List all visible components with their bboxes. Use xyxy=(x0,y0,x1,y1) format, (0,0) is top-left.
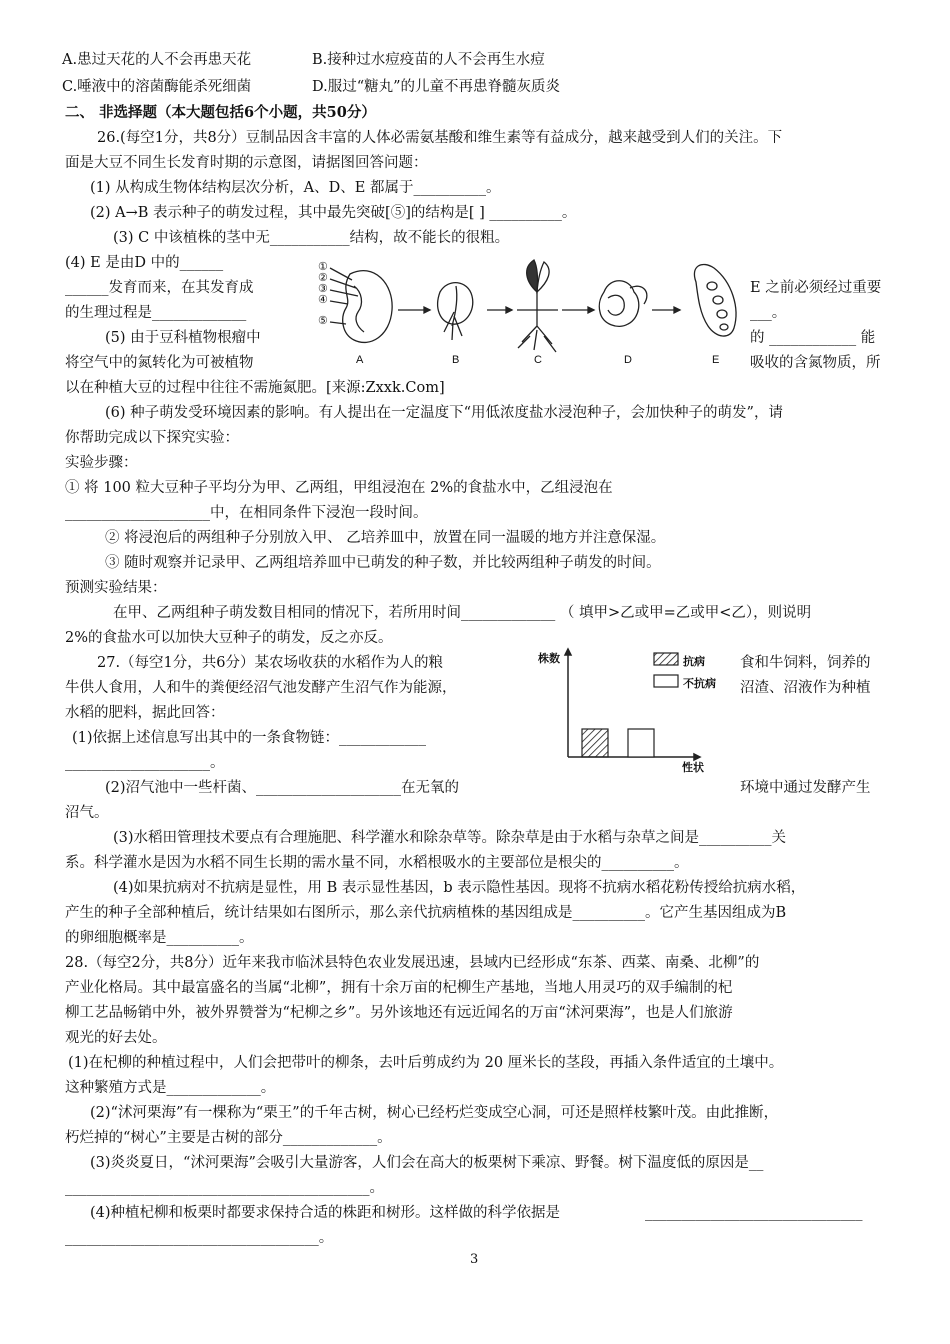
q26-sub3: (3) C 中该植株的茎中无___________结构，故不能长的很粗。 xyxy=(113,230,510,246)
soybean-growth-figure xyxy=(312,252,742,372)
legend-label-susceptible: 不抗病 xyxy=(683,678,716,690)
q27-sub2-line1: (2)沼气池中一些杆菌、____________________在无氧的 xyxy=(105,780,460,796)
trait-bar-chart xyxy=(530,645,730,780)
steps-heading: 实验步骤： xyxy=(65,455,138,471)
stage-label-c: C xyxy=(534,354,542,366)
q28-sub1-line1: (1)在杞柳的种植过程中，人们会把带叶的柳条，去叶后剪成约为 20 厘米长的茎段，再插入条件适宜的土壤中。 xyxy=(68,1055,784,1071)
option-b: B.接种过水痘疫苗的人不会再生水痘 xyxy=(312,52,545,68)
q26-sub4-line1: (4) E 是由D 中的______ xyxy=(65,255,224,271)
prediction-heading: 预测实验结果： xyxy=(65,580,167,596)
seed-part-label-5: ⑤ xyxy=(318,315,328,327)
q26-sub5-right2: 吸收的含氮物质，所 xyxy=(750,355,881,371)
q27-sub2-line2: 沼气。 xyxy=(65,805,109,821)
q27-sub4-line2: 产生的种子全部种植后，统计结果如右图所示，那么亲代抗病植株的基因组成是__________。它产生基因组成为B xyxy=(65,905,787,921)
option-c: C.唾液中的溶菌酶能杀死细菌 xyxy=(62,79,252,95)
q27-sub2-right: 环境中通过发酵产生 xyxy=(740,780,871,796)
q26-sub4-line2: ______发育而来，在其发育成 xyxy=(65,280,254,296)
q28-sub3-line1: (3)炎炎夏日，“沭河栗海”会吸引大量游客，人们会在高大的板栗树下乘凉、野餐。树下温度低的原因是__ xyxy=(90,1155,764,1171)
legend-label-resistant: 抗病 xyxy=(683,656,705,668)
q26-intro-line1: 26.(每空1分，共8分）豆制品因含丰富的人体必需氨基酸和维生素等有益成分，越来越受到人们的关注。下 xyxy=(97,130,783,146)
q28-intro-line1: 28.（每空2分，共8分）近年来我市临沭县特色农业发展迅速，县域内已经形成“东茶、西菜、南桑、北柳”的 xyxy=(65,955,760,971)
stage-label-d: D xyxy=(624,354,632,366)
q27-sub4-line3: 的卵细胞概率是__________。 xyxy=(65,930,254,946)
q27-sub1-line1: (1)依据上述信息写出其中的一条食物链：____________ xyxy=(72,730,427,746)
page-number: 3 xyxy=(470,1252,479,1267)
q28-sub4-line2: ___________________________________。 xyxy=(65,1230,334,1246)
q27-sub1-line2: ____________________。 xyxy=(65,755,225,771)
q27-sub3-line1: (3)水稻田管理技术要点有合理施肥、科学灌水和除杂草等。除杂草是由于水稻与杂草之间是__________关 xyxy=(113,830,787,846)
section-heading: 二、 非选择题（本大题包括6个小题，共50分） xyxy=(65,104,376,121)
seed-part-label-1: ① xyxy=(318,261,328,273)
legend-swatch-susceptible xyxy=(654,675,678,687)
q27-intro-line2: 牛供人食用，人和牛的粪便经沼气池发酵产生沼气作为能源， xyxy=(65,680,457,696)
q26-sub2: (2) A→B 表示种子的萌发过程，其中最先突破[⑤]的结构是[ ] __________。 xyxy=(90,205,577,221)
q28-intro-line4: 观光的好去处。 xyxy=(65,1030,167,1046)
q26-sub6-line2: 你帮助完成以下探究实验： xyxy=(65,430,239,446)
option-d: D.服过“糖丸”的儿童不再患脊髓灰质炎 xyxy=(312,79,561,95)
q28-intro-line2: 产业化格局。其中最富盛名的当属“北柳”，拥有十余万亩的杞柳生产基地，当地人用灵巧的双手编制的杞 xyxy=(65,980,733,996)
q27-intro-right1: 食和牛饲料，饲养的 xyxy=(740,655,871,671)
q27-intro-line3: 水稻的肥料，据此回答： xyxy=(65,705,225,721)
seedling-c-drawing xyxy=(518,292,556,352)
stage-label-a: A xyxy=(356,354,364,366)
seed-part-label-4: ④ xyxy=(318,294,328,306)
q26-sub5-line2: 将空气中的氮转化为可被植物 xyxy=(65,355,254,371)
q28-sub4-line1: (4)种植杞柳和板栗时都要求保持合适的株距和树形。这样做的科学依据是 xyxy=(90,1205,561,1221)
seed-part-label-2: ② xyxy=(318,272,328,284)
q26-sub6-line1: (6) 种子萌发受环境因素的影响。有人提出在一定温度下“用低浓度盐水浸泡种子，会加快种子的萌发”，请 xyxy=(105,405,783,421)
q26-sub4-right1: E 之前必须经过重要 xyxy=(750,280,882,296)
q26-sub1: (1) 从构成生物体结构层次分析，A、D、E 都属于__________。 xyxy=(90,180,501,196)
q27-sub4-line1: (4)如果抗病对不抗病是显性，用 B 表示显性基因，b 表示隐性基因。现将不抗病水稻花粉传授给抗病水稻， xyxy=(113,880,806,896)
step2: ② 将浸泡后的两组种子分别放入甲、 乙培养皿中，放置在同一温暖的地方并注意保湿。 xyxy=(105,530,666,546)
q27-intro-right2: 沼渣、沼液作为种植 xyxy=(740,680,871,696)
pod-e-drawing xyxy=(694,264,736,336)
q28-sub2-line1: (2)“沭河栗海”有一棵称为“栗王”的千年古树，树心已经朽烂变成空心洞，可还是照样枝繁叶茂。由此推断， xyxy=(90,1105,779,1121)
q28-sub3-line2: __________________________________________。 xyxy=(65,1180,384,1196)
q26-intro-line2: 面是大豆不同生长发育时期的示意图，请据图回答问题： xyxy=(65,155,428,171)
q28-sub2-line2: 朽烂掉的“树心”主要是古树的部分_____________。 xyxy=(65,1130,392,1146)
x-axis-label: 性状 xyxy=(682,762,704,774)
q26-sub5-line3: 以在种植大豆的过程中往往不需施氮肥。[来源:Zxxk.Com] xyxy=(65,380,445,396)
q26-sub5-right1: 的 ____________ 能 xyxy=(750,330,876,346)
stage-label-b: B xyxy=(452,354,460,366)
q28-sub4-right: ______________________________ xyxy=(645,1205,863,1221)
q26-sub4-line3: 的生理过程是_____________ xyxy=(65,305,247,321)
q27-intro-line1: 27.（每空1分，共6分）某农场收获的水稻作为人的粮 xyxy=(97,655,444,671)
bar-susceptible xyxy=(628,729,654,757)
q26-sub5-line1: (5) 由于豆科植物根瘤中 xyxy=(105,330,261,346)
q28-sub1-line2: 这种繁殖方式是_____________。 xyxy=(65,1080,276,1096)
option-a: A.患过天花的人不会再患天花 xyxy=(62,52,252,68)
step1-line2: ____________________中，在相同条件下浸泡一段时间。 xyxy=(65,505,428,521)
flower-d-drawing xyxy=(599,281,639,327)
prediction-line1: 在甲、乙两组种子萌发数目相同的情况下，若所用时间_____________ （ 填甲>乙或甲=乙或甲<乙），则说明 xyxy=(113,605,812,621)
q26-sub4-right2: ___。 xyxy=(750,305,787,321)
q28-intro-line3: 柳工艺品畅销中外，被外界赞誉为“杞柳之乡”。另外该地还有远近闻名的万亩“沭河栗海”，也是人们旅游 xyxy=(65,1005,733,1021)
stage-label-e: E xyxy=(712,354,720,366)
y-axis-label: 株数 xyxy=(538,653,560,665)
step3: ③ 随时观察并记录甲、乙两组培养皿中已萌发的种子数，并比较两组种子萌发的时间。 xyxy=(105,555,661,571)
prediction-line2: 2%的食盐水可以加快大豆种子的萌发，反之亦反。 xyxy=(65,630,393,646)
bar-resistant xyxy=(582,729,608,757)
seed-part-label-3: ③ xyxy=(318,283,328,295)
seed-a-drawing xyxy=(343,271,392,343)
step1-line1: ① 将 100 粒大豆种子平均分为甲、乙两组，甲组浸泡在 2%的食盐水中，乙组浸泡在 xyxy=(65,480,613,496)
q27-sub3-line2: 系。科学灌水是因为水稻不同生长期的需水量不同，水稻根吸水的主要部位是根尖的__________。 xyxy=(65,855,689,871)
legend-swatch-resistant xyxy=(654,653,678,665)
